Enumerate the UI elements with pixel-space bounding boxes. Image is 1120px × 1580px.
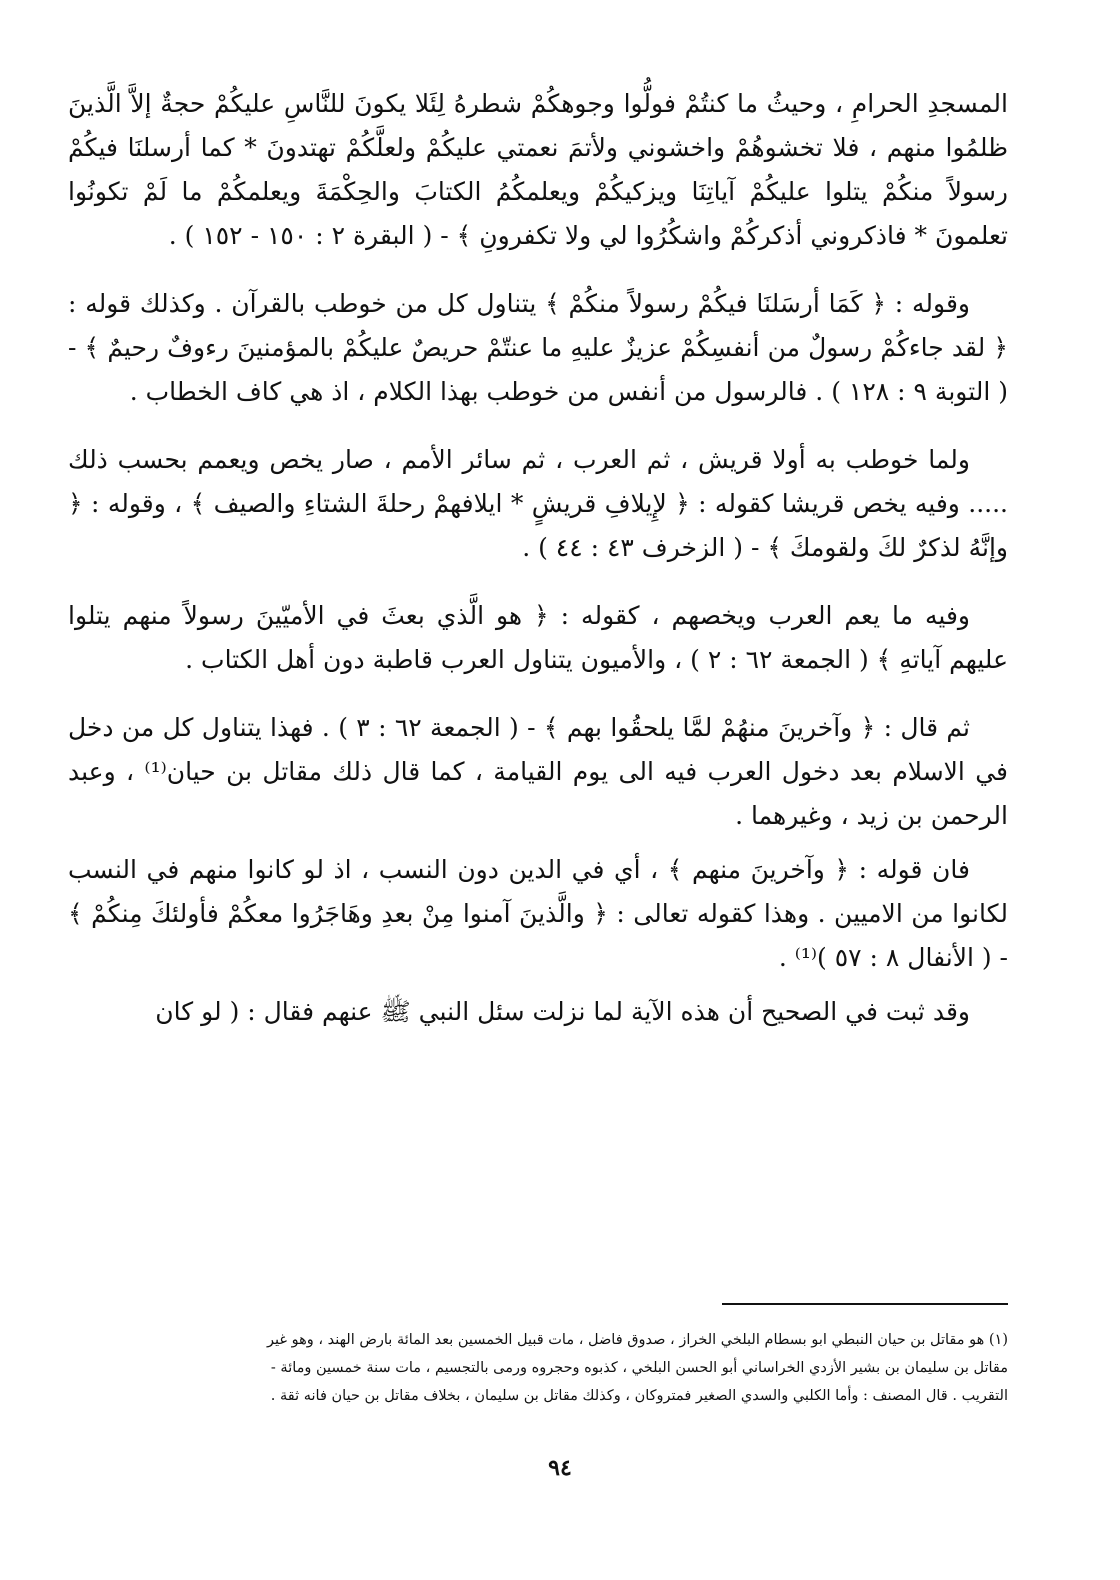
page-number: ٩٤: [548, 1455, 572, 1481]
paragraph-4: وفيه ما يعم العرب ويخصهم ، كقوله : ﴿ هو الَّذي بعثَ في الأميّينَ رسولاً منهم يتلوا عليهم آياتهِ ﴾ ( الجمعة ٦٢ : ٢ ) ، والأميون يتناول العرب قاطبة دون أهل الكتاب .: [68, 601, 1008, 674]
paragraph-6: فان قوله : ﴿ وآخرينَ منهم ﴾ ، أي في الدين دون النسب ، اذ لو كانوا منهم في النسب لكانوا من الاميين . وهذا كقوله تعالى : ﴿ والَّذينَ آمنوا مِنْ بعدِ وهَاجَرُوا معكُمْ فأولئكَ مِنكُمْ ﴾ - ( الأنفال ٨ : ٥٧ )⁽¹⁾ .: [68, 855, 1008, 972]
footnote-line-2: مقاتل بن سليمان بن بشير الأزدي الخراساني أبو الحسن البلخي ، كذبوه وحجروه ورمى بالتجسيم ، مات سنة خمسين ومائة -: [270, 1360, 1008, 1376]
footnotes: [68, 1326, 1008, 1410]
paragraph-3: ولما خوطب به أولا قريش ، ثم العرب ، ثم سائر الأمم ، صار يخص ويعمم بحسب ذلك ..... وفيه يخص قريشا كقوله : ﴿ لإِيلافِ قريشٍ * ايلافهمْ رحلةَ الشتاءِ والصيف ﴾ ، وقوله : ﴿ وإنَّهُ لذكرٌ لكَ ولقومكَ ﴾ - ( الزخرف ٤٣ : ٤٤ ) .: [68, 445, 1008, 562]
paragraph-5: ثم قال : ﴿ وآخرينَ منهُمْ لمَّا يلحقُوا بهم ﴾ - ( الجمعة ٦٢ : ٣ ) . فهذا يتناول كل من دخل في الاسلام بعد دخول العرب فيه الى يوم القيامة ، كما قال ذلك مقاتل بن حيان⁽¹⁾ ، وعبد الرحمن بن زيد ، وغيرهما .: [68, 713, 1009, 830]
footnote-line-1: (١) هو مقاتل بن حيان النبطي ابو بسطام البلخي الخراز ، صدوق فاضل ، مات قبيل الخمسين بعد المائة بارض الهند ، وهو غير: [267, 1332, 1008, 1348]
footnote-divider: [722, 1303, 1008, 1305]
paragraph-7: وقد ثبت في الصحيح أن هذه الآية لما نزلت سئل النبي ﷺ عنهم فقال : ( لو كان: [155, 997, 970, 1026]
main-text: [68, 82, 1008, 1034]
footnote-line-3: التقريب . قال المصنف : وأما الكلبي والسدي الصغير فمتروكان ، وكذلك مقاتل بن سليمان ، بخلاف مقاتل بن حيان فانه ثقة .: [270, 1388, 1008, 1404]
paragraph-2: وقوله : ﴿ كَمَا أرسَلنَا فيكُمْ رسولاً منكُمْ ﴾ يتناول كل من خوطب بالقرآن . وكذلك قوله : ﴿ لقد جاءكُمْ رسولٌ من أنفسِكُمْ عزيزٌ عليهِ ما عنتّمْ حريصٌ عليكُمْ بالمؤمنينَ رءوفٌ رحيمٌ ﴾ - ( التوبة ٩ : ١٢٨ ) . فالرسول من أنفس من خوطب بهذا الكلام ، اذ هي كاف الخطاب .: [68, 289, 1008, 406]
paragraph-1: المسجدِ الحرامِ ، وحيثُ ما كنتُمْ فولُّوا وجوهكُمْ شطرهُ لِئَلا يكونَ للنَّاسِ عليكُمْ حجةٌ إلاَّ الَّذينَ ظلمُوا منهم ، فلا تخشوهُمْ واخشوني ولأتمَ نعمتي عليكُمْ ولعلَّكُمْ تهتدونَ * كما أرسلنَا فيكُمْ رسولاً منكُمْ يتلوا عليكُمْ آياتِنَا ويزكيكُمْ ويعلمكُمُ الكتابَ والحِكْمَةَ ويعلمكُمْ ما لَمْ تكونُوا تعلمونَ * فاذكروني أذكركُمْ واشكُرُوا لي ولا تكفرونِ ﴾ - ( البقرة ٢ : ١٥٠ - ١٥٢ ) .: [68, 89, 1008, 250]
